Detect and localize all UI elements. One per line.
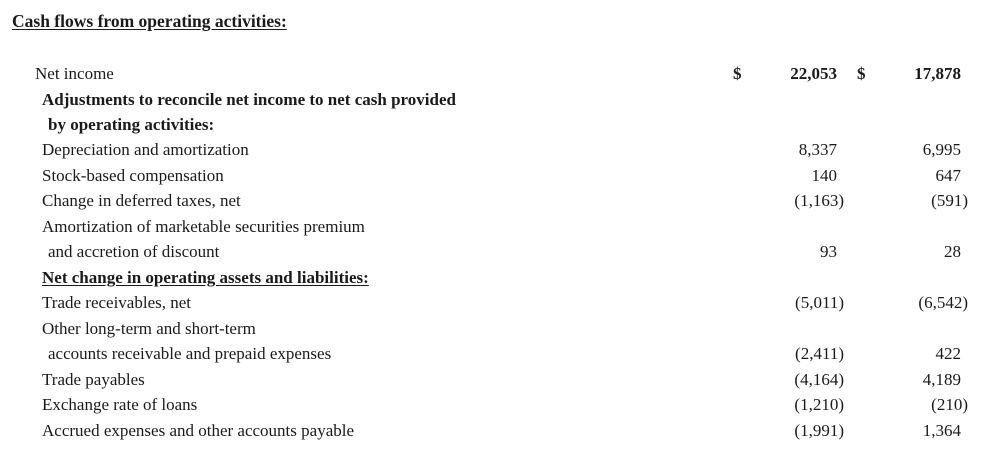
- row-label: Change in deferred taxes, net: [42, 191, 241, 210]
- row-label: Other long-term and short-term: [42, 319, 256, 338]
- row-label: Net income: [35, 64, 114, 83]
- value-prior: 6,995: [922, 140, 961, 159]
- value-current: (4,164): [794, 370, 844, 389]
- table-row-depreciation: [0, 137, 984, 162]
- value-prior: (591): [931, 191, 968, 210]
- value-current: (1,210): [794, 395, 844, 414]
- value-prior: 647: [935, 166, 961, 185]
- table-row-accrued-expenses: [0, 418, 984, 443]
- value-prior: 1,364: [922, 421, 961, 440]
- table-row-trade-receivables: [0, 290, 984, 315]
- table-row-exchange-rate: [0, 392, 984, 417]
- table-row-net-change-heading: [0, 265, 984, 290]
- table-row-stock-comp: [0, 163, 984, 188]
- value-prior: (6,542): [918, 293, 968, 312]
- row-label: Stock-based compensation: [42, 166, 224, 185]
- row-label: by operating activities:: [48, 115, 215, 134]
- value-current: 22,053: [790, 64, 837, 83]
- row-label: Exchange rate of loans: [42, 395, 198, 414]
- value-current: 93: [820, 242, 837, 261]
- value-current: (2,411): [795, 344, 844, 363]
- row-label: accounts receivable and prepaid expenses: [48, 344, 332, 363]
- value-current: 140: [811, 166, 837, 185]
- currency-symbol: $: [733, 64, 742, 83]
- row-label: Trade receivables, net: [42, 293, 192, 312]
- currency-symbol: $: [857, 64, 866, 83]
- value-prior: 17,878: [914, 64, 961, 83]
- value-current: (1,163): [794, 191, 844, 210]
- table-row-other-receivables-cont: [0, 341, 984, 366]
- value-current: 8,337: [798, 140, 837, 159]
- table-row-other-receivables: [0, 316, 984, 341]
- row-label: Adjustments to reconcile net income to net cash provided: [42, 90, 456, 109]
- row-label: Amortization of marketable securities premium: [42, 217, 365, 236]
- value-current: (5,011): [795, 293, 844, 312]
- table-row-trade-payables: [0, 367, 984, 392]
- value-prior: 28: [944, 242, 961, 261]
- table-row-deferred-taxes: [0, 188, 984, 213]
- row-label: Depreciation and amortization: [42, 140, 249, 159]
- value-current: (1,991): [794, 421, 844, 440]
- value-prior: 422: [935, 344, 961, 363]
- table-row-adjustments-cont: [0, 112, 984, 137]
- value-prior: 4,189: [922, 370, 961, 389]
- table-row-amortization: [0, 214, 984, 239]
- value-prior: (210): [931, 395, 968, 414]
- row-label: Net change in operating assets and liabilities:: [42, 268, 369, 287]
- row-label: Trade payables: [42, 370, 145, 389]
- table-row-amortization-cont: [0, 239, 984, 264]
- table-row-adjustments: [0, 87, 984, 112]
- row-label: Accrued expenses and other accounts payable: [42, 421, 355, 440]
- table-row-net-income: [0, 61, 984, 86]
- section-heading: Cash flows from operating activities:: [12, 11, 287, 31]
- row-label: and accretion of discount: [48, 242, 220, 261]
